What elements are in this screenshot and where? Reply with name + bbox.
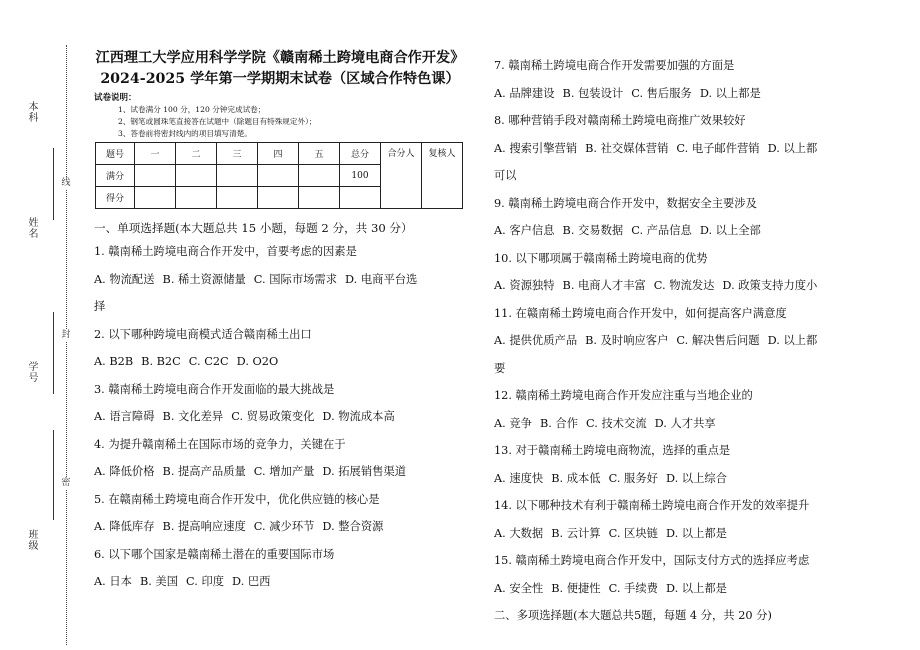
binding-label-student-id: 学号 [28, 362, 39, 384]
section-title: 一、单项选择题(本大题总共 15 小题，每题 2 分，共 30 分） [94, 221, 413, 235]
question-options [494, 272, 884, 300]
question-text: 14. 以下哪种技术有利于赣南稀土跨境电商合作开发的效率提升 [494, 499, 810, 512]
score-header-cell: 合分人 [381, 143, 422, 209]
question-options [494, 575, 884, 603]
question-options [94, 348, 466, 376]
option: D. 以上都 [767, 334, 818, 347]
exam-title-line2: 2024-2025 学年第一学期期末试卷（区域合作特色课） [100, 71, 460, 87]
option: B. 社交媒体营销 [585, 141, 669, 155]
question-options [494, 135, 884, 163]
score-row-label: 满分 [96, 165, 135, 187]
option: C. 区块链 [608, 526, 658, 540]
option: A. 提供优质产品 [494, 334, 578, 347]
binding-strip [0, 0, 80, 650]
option: B. 及时响应客户 [585, 334, 669, 347]
option: D. 以上都是 [665, 581, 727, 595]
question-options [494, 520, 884, 548]
class-underline [53, 430, 54, 520]
option: C. C2C [188, 355, 229, 368]
binding-label-class: 班级 [28, 530, 39, 552]
option: A. 搜索引擎营销 [494, 141, 578, 155]
option: B. 交易数据 [562, 224, 624, 237]
question-text: 4. 为提升赣南稀土在国际市场的竞争力，关键在于 [94, 437, 346, 451]
option: A. 安全性 [494, 581, 544, 595]
option: B. 合作 [539, 416, 579, 430]
option: D. 以上都是 [665, 526, 727, 540]
question-text: 15. 赣南稀土跨境电商合作开发中，国际支付方式的选择应考虑 [494, 554, 810, 567]
question-options [494, 465, 884, 493]
option: A. 资源独特 [494, 279, 555, 292]
question-text: 6. 以下哪个国家是赣南稀土潜在的重要国际市场 [94, 547, 335, 561]
option: B. 云计算 [551, 526, 601, 540]
question-text: 8. 哪种营销手段对赣南稀土跨境电商推广效果较好 [494, 114, 746, 127]
option: B. 美国 [139, 575, 179, 588]
score-header-cell: 五 [299, 143, 340, 165]
score-table-header-row [96, 143, 463, 165]
option: A. 大数据 [494, 526, 544, 540]
score-cell [258, 165, 299, 187]
option: B. B2C [141, 355, 181, 368]
option: B. 提高响应速度 [162, 520, 246, 533]
option: B. 稀土资源储量 [162, 272, 246, 286]
right-column [494, 52, 884, 630]
score-header-cell: 四 [258, 143, 299, 165]
option: D. 以上都是 [699, 86, 761, 100]
option: B. 提高产品质量 [162, 465, 246, 478]
score-header-cell: 总分 [340, 143, 381, 165]
option: C. 服务好 [608, 471, 658, 485]
option: C. 电子邮件营销 [676, 141, 760, 155]
score-cell [176, 165, 217, 187]
option: D. 以上全部 [699, 224, 761, 237]
score-cell [135, 165, 176, 187]
binding-label-name: 姓名 [28, 218, 39, 240]
option: C. 产品信息 [631, 224, 692, 237]
option: A. 速度快 [494, 471, 544, 485]
option: D. 拓展销售渠道 [322, 465, 407, 478]
score-header-cell: 题号 [96, 143, 135, 165]
option: A. B2B [94, 355, 134, 368]
option: D. 人才共享 [654, 416, 716, 430]
option: D. 物流成本高 [322, 410, 395, 423]
exam-title-line1: 江西理工大学应用科学学院《赣南稀土跨境电商合作开发》 [95, 50, 465, 66]
question-text: 11. 在赣南稀土跨境电商合作开发中，如何提高客户满意度 [494, 306, 787, 320]
score-cell[interactable] [176, 187, 217, 209]
option: A. 物流配送 [94, 272, 155, 286]
option: C. 国际市场需求 [253, 272, 338, 286]
question-options [494, 410, 884, 438]
score-cell [299, 165, 340, 187]
score-cell[interactable] [340, 187, 381, 209]
question-options [494, 217, 884, 245]
option: A. 降低库存 [94, 520, 155, 533]
option: D. 以上综合 [665, 471, 727, 485]
option: C. 解决售后问题 [676, 334, 760, 347]
question-options [94, 266, 466, 294]
section-title: 二、多项选择题(本大题总共5题，每题 4 分，共 20 分) [494, 609, 772, 622]
question-options [94, 513, 466, 541]
score-total-cell: 100 [340, 165, 381, 187]
question-text: 9. 赣南稀土跨境电商合作开发中，数据安全主要涉及 [494, 196, 757, 210]
option-continuation: 可以 [494, 169, 517, 182]
option: A. 竞争 [494, 416, 532, 430]
option: C. 增加产量 [253, 465, 315, 478]
option: A. 降低价格 [94, 465, 155, 478]
note-item: 1、试卷满分 100 分，120 分钟完成试卷； [118, 105, 266, 114]
option: B. 便捷性 [551, 581, 601, 595]
seal-mark-line: 线 [61, 178, 71, 188]
option: A. 日本 [94, 575, 132, 588]
question-text: 1. 赣南稀土跨境电商合作开发中，首要考虑的因素是 [94, 245, 357, 258]
binding-label-level: 本科 [28, 102, 39, 124]
question-options [494, 327, 884, 355]
question-text: 10. 以下哪项属于赣南稀土跨境电商的优势 [494, 251, 708, 265]
student-id-underline [53, 312, 54, 394]
question-text: 3. 赣南稀土跨境电商合作开发面临的最大挑战是 [94, 382, 335, 396]
score-cell[interactable] [258, 187, 299, 209]
score-header-cell: 二 [176, 143, 217, 165]
option: B. 电商人才丰富 [562, 279, 646, 292]
option: C. 物流发达 [653, 279, 715, 292]
question-options [94, 568, 466, 596]
score-header-cell: 一 [135, 143, 176, 165]
question-text: 13. 对于赣南稀土跨境电商物流，选择的重点是 [494, 444, 731, 457]
option: A. 语言障碍 [94, 410, 155, 423]
option: D. 政策支持力度小 [722, 279, 818, 292]
seal-line [66, 45, 67, 645]
score-table [95, 142, 463, 209]
notes-title: 试卷说明： [94, 93, 137, 103]
score-cell[interactable] [217, 187, 258, 209]
option: B. 包装设计 [562, 86, 624, 100]
option: B. 成本低 [551, 471, 601, 485]
option: D. 电商平台选 [345, 272, 418, 286]
question-text: 7. 赣南稀土跨境电商合作开发需要加强的方面是 [494, 59, 735, 72]
option: D. 巴西 [232, 575, 271, 588]
question-text: 5. 在赣南稀土跨境电商合作开发中，优化供应链的核心是 [94, 492, 380, 506]
question-text: 12. 赣南稀土跨境电商合作开发应注重与当地企业的 [494, 389, 753, 402]
option: D. 整合资源 [322, 520, 384, 533]
option: A. 客户信息 [494, 224, 555, 237]
option: C. 贸易政策变化 [231, 410, 315, 423]
question-options [94, 458, 466, 486]
note-item: 3、答卷前将密封线内的项目填写清楚。 [118, 129, 252, 138]
option: D. O2O [236, 355, 279, 368]
option: C. 手续费 [608, 581, 658, 595]
left-column [94, 48, 466, 596]
score-cell[interactable] [135, 187, 176, 209]
seal-mark-secret: 密 [61, 478, 71, 488]
option-continuation: 要 [494, 361, 506, 375]
score-cell[interactable] [299, 187, 340, 209]
option: C. 售后服务 [631, 86, 692, 100]
option: A. 品牌建设 [494, 86, 555, 100]
score-header-cell: 三 [217, 143, 258, 165]
name-underline [53, 148, 54, 220]
option: D. 以上都 [767, 141, 818, 155]
option: C. 减少环节 [253, 520, 315, 533]
option: B. 文化差异 [162, 410, 224, 423]
score-header-cell: 复核人 [422, 143, 463, 209]
seal-mark-seal: 封 [61, 330, 71, 340]
question-options [494, 80, 884, 108]
score-cell [217, 165, 258, 187]
score-row-label: 得分 [96, 187, 135, 209]
option: C. 印度 [186, 575, 225, 588]
question-options [94, 403, 466, 431]
option: C. 技术交流 [586, 416, 647, 430]
question-text: 2. 以下哪种跨境电商模式适合赣南稀土出口 [94, 327, 312, 341]
option-continuation: 择 [94, 300, 106, 313]
note-item: 2、钢笔或圆珠笔直接答在试题中（除题目有特殊规定外）； [118, 117, 317, 126]
